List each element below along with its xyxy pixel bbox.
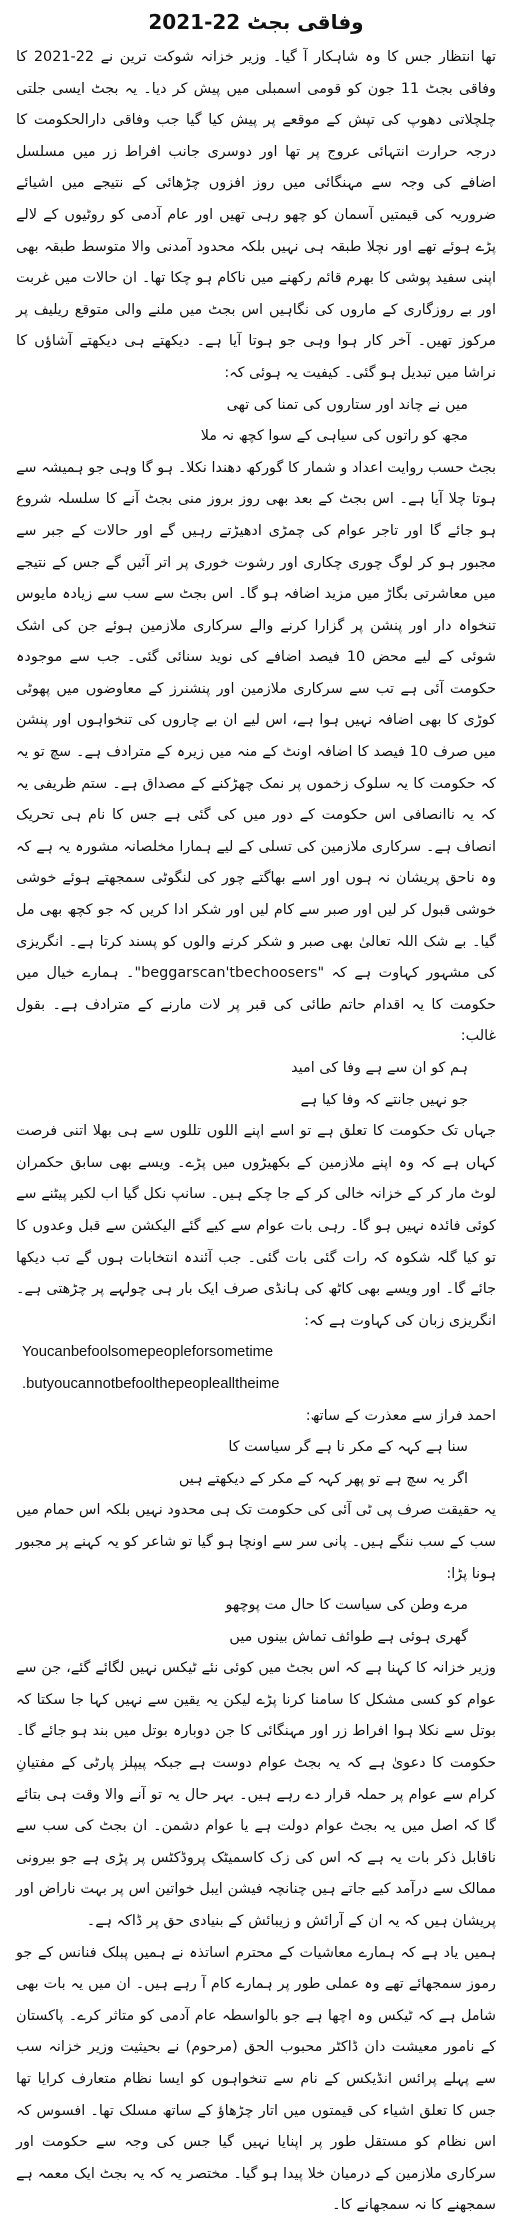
english-quote-line: Youcanbefoolsomepeopleforsometime bbox=[22, 1344, 274, 1361]
verse-line: گھری ہوئی ہے طوائف تماش بینوں میں bbox=[229, 1628, 468, 1645]
article-paragraph: وزیر خزانہ کا کہنا ہے کہ اس بجٹ میں کوئی نئے ٹیکس نہیں لگائے گئے، جن سے عوام کو کسی مشکل کا سامنا کرنا پڑے لیکن یہ یقین سے نہیں کہا جا سکتا کہ بوتل سے نکلا ہوا افراط زر اور مہنگائی کا جن دوبارہ بوتل میں بند ہو جائے گا۔ حکومت کا دعویٰ ہے کہ یہ بجٹ عوام دوست ہے جبکہ پیپلز پارٹی کے مفتیانِ کرام سے عوام پر حملہ قرار دے رہے ہیں۔ بہر حال یہ تو آنے والا وقت ہی بتائے گا کہ اصل میں یہ بجٹ عوام دولت ہے یا عوام دشمن۔ ان بجٹ کی سب سے ناقابل ذکر بات یہ ہے کہ اس کی زک کاسمیٹک پروڈکٹس پر پڑی ہے جو بیرونی ممالک سے درآمد کیے جاتے ہیں چنانچہ فیشن ایبل خواتین اس پر بہت ناراض اور پریشان ہیں کہ یہ ان کے آرائش و زیبائش کے بنیادی حق پر ڈاکہ ہے۔ bbox=[16, 1660, 496, 1930]
article-paragraph: یہ حقیقت صرف پی ٹی آئی کی حکومت تک ہی محدود نہیں بلکہ اس حمام میں سب کے سب ننگے ہیں۔ پانی سر سے اونچا ہو گیا تو شاعر کو یہ کہنے پر مجبور ہونا پڑا: bbox=[16, 1502, 496, 1582]
article-body bbox=[16, 42, 496, 2222]
verse-line: اگر یہ سچ ہے تو پھر کہہ کے مکر کے دیکھتے ہیں bbox=[178, 1470, 468, 1487]
article-paragraph: بجٹ حسب روایت اعداد و شمار کا گورکھ دھندا نکلا۔ ہو گا وہی جو ہمیشہ سے ہوتا چلا آیا ہے۔ اس بجٹ کے بعد بھی روز بروز منی بجٹ آنے کا سلسلہ شروع ہو جائے گا اور تاجر عوام کی چمڑی ادھیڑتے رہیں گے اور حالات کے جبر سے مجبور ہو کر لوگ چوری چکاری اور رشوت خوری پر اتر آئیں گے جس کے نتیجے میں معاشرتی بگاڑ میں مزید اضافہ ہو گا۔ اس بجٹ سے سب سے زیادہ مایوس تنخواہ دار اور پنشن پر گزارا کرنے والے سرکاری ملازمین ہوئے جن کی اشک شوئی کے لیے محض 10 فیصد اضافے کی نوید سنائی گئی۔ جب سے موجودہ حکومت آئی ہے تب سے سرکاری ملازمین اور پنشنرز کے معاوضوں میں پھوٹی کوڑی کا بھی اضافہ نہیں ہوا ہے، اس لیے ان بے چاروں کی تنخواہوں اور پنشن میں صرف 10 فیصد کا اضافہ اونٹ کے منہ میں زیرہ کے مترادف ہے۔ سچ تو یہ کہ حکومت کا یہ سلوک زخموں پر نمک چھڑکنے کے مصداق ہے۔ ستم ظریفی یہ کہ یہ ناانصافی اس حکومت کے دور میں کی گئی ہے جس کا نام ہی تحریک انصاف ہے۔ سرکاری ملازمین کی تسلی کے لیے ہمارا مخلصانہ مشورہ یہ ہے کہ وہ ناحق پریشان نہ ہوں اور اسے بھاگتے چور کی لنگوٹی سمجھتے ہوئے خوشی خوشی قبول کر لیں اور صبر سے کام لیں اور شکر ادا کریں کہ جو کچھ بھی مل گیا۔ بے شک اللہ تعالیٰ بھی صبر و شکر کرنے والوں کو پسند کرتا ہے۔ انگریزی کی مشہور کہاوت ہے کہ "beggarscan'tbechoosers"۔ ہمارے خیال میں حکومت کا یہ اقدام حاتم طائی کی قبر پر لات مارنے کے مترادف ہے۔ بقول غالب: bbox=[16, 459, 497, 1045]
verse-line: سنا ہے کہہ کے مکر نا ہے گر سیاست کا bbox=[228, 1439, 468, 1456]
verse-line: میں نے چاند اور ستاروں کی تمنا کی تھی bbox=[226, 396, 468, 413]
article-headline: وفاقی بجٹ 22-2021 bbox=[148, 10, 364, 34]
verse-line: جو نہیں جانتے کہ وفا کیا ہے bbox=[300, 1091, 468, 1108]
article-paragraph: تھا انتظار جس کا وہ شاہکار آ گیا۔ وزیر خزانہ شوکت ترین نے 22-2021 کا وفاقی بجٹ 11 جون کو قومی اسمبلی میں پیش کر دیا۔ یہ بجٹ ایسی جلتی چلچلاتی دھوپ کی تپش کے موقعے پر پیش کیا گیا جب وفاقی دارالحکومت کا درجہ حرارت انتہائی عروج پر تھا اور دوسری جانب افراط زر میں مسلسل اضافے کی وجہ سے مہنگائی میں روز افزوں چڑھائی کے نتیجے میں اشیائے ضروریہ کی قیمتیں آسمان کو چھو رہی تھیں اور عام آدمی کو روٹیوں کے لالے پڑے ہوئے تھے اور نچلا طبقہ ہی نہیں بلکہ محدود آمدنی والا متوسط طبقہ بھی اپنی سفید پوشی کا بھرم قائم رکھنے میں ناکام ہو چکا تھا۔ ان حالات میں غربت اور بے روزگاری کے ماروں کی نگاہیں اس بجٹ میں ملنے والی متوقع ریلیف پر مرکوز تھیں۔ آخر کار ہوا وہی جو ہوتا آیا ہے۔ دیکھتے ہی دیکھتے آشاؤں کا نراشا میں تبدیل ہو گئی۔ کیفیت یہ ہوئی کہ: bbox=[16, 49, 496, 381]
article-paragraph: احمد فراز سے معذرت کے ساتھ: bbox=[305, 1407, 496, 1424]
article-paragraph: ہمیں یاد ہے کہ ہمارے معاشیات کے محترم اساتذہ نے ہمیں پبلک فنانس کے جو رموز سمجھائے تھے وہ عملی طور پر ہمارے کام آ رہے ہیں۔ ان میں یہ بات بھی شامل ہے کہ ٹیکس وہ اچھا ہے جو بالواسطہ عام آدمی کو متاثر کرے۔ پاکستان کے نامور معیشت دان ڈاکٹر محبوب الحق (مرحوم) نے بحیثیت وزیر خزانہ سب سے پہلے پرائس انڈیکس کے نام سے تنخواہوں کو ایسا نظام متعارف کرایا تھا جس کا تعلق اشیاء کی قیمتوں میں اتار چڑھاؤ کے ساتھ مسلک تھا۔ افسوس کہ اس نظام کو مستقل طور پر اپنایا نہیں گیا جس کی وجہ سے حکومت اور سرکاری ملازمین کے درمیان خلا پیدا ہو گیا۔ مختصر یہ کہ یہ بجٹ ایک معمہ ہے سمجھنے کا نہ سمجھانے کا۔ bbox=[16, 1944, 496, 2214]
verse-line: مجھ کو راتوں کی سیاہی کے سوا کچھ نہ ملا bbox=[200, 428, 468, 445]
verse-line: مرے وطن کی سیاست کا حال مت پوچھو bbox=[225, 1597, 468, 1614]
article-paragraph: جہاں تک حکومت کا تعلق ہے تو اسے اپنے اللوں تللوں سے ہی بھلا اتنی فرصت کہاں ہے کہ وہ اپنے ملازمین کے بکھیڑوں میں پڑے۔ ویسے بھی سابق حکمران لوٹ مار کر کے خزانہ خالی کر کے جا چکے ہیں۔ سانپ نکل گیا اب لکیر پیٹنے سے کوئی فائدہ نہیں ہو گا۔ رہی بات عوام سے کیے گئے الیکشن سے قبل وعدوں کا تو کیا گلہ شکوہ کہ رات گئی بات گئی۔ جب آئندہ انتخابات ہوں گے تب دیکھا جائے گا۔ اور ویسے بھی کاٹھ کی ہانڈی صرف ایک بار ہی چولہے پر چڑھتی ہے۔ انگریزی زبان کی کہاوت ہے کہ: bbox=[16, 1123, 496, 1329]
english-quote-line: .butyoucannotbefoolthepeoplealltheime bbox=[22, 1375, 280, 1392]
verse-line: ہم کو ان سے ہے وفا کی امید bbox=[291, 1060, 468, 1076]
